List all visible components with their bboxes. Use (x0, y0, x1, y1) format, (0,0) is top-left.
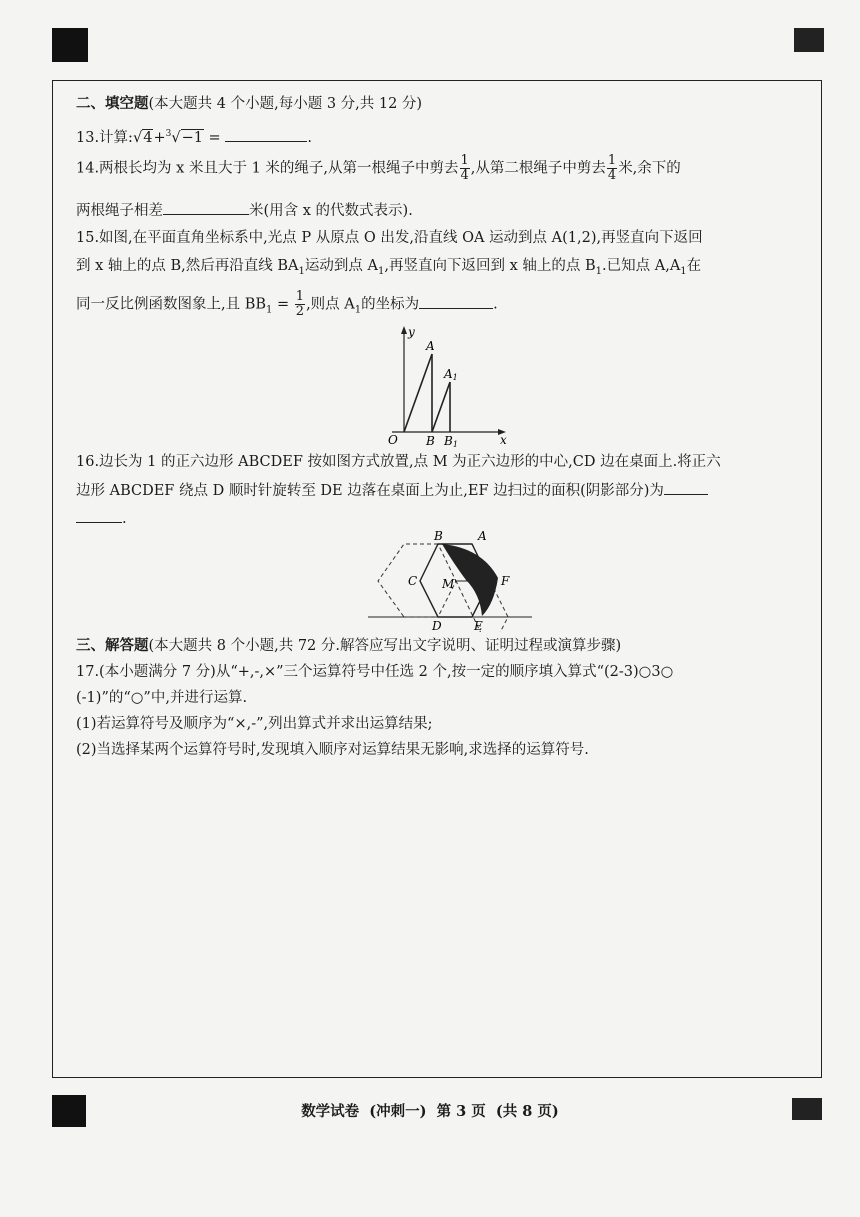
question-13: 13.计算:√4+$^3$√−1 = . (76, 124, 312, 148)
question-16-line-2: 边形 ABCDEF 绕点 D 顺时针旋转至 DE 边落在桌面上为止,EF 边扫过的面积(阴影部分)为 (76, 480, 708, 501)
segment-oa (404, 354, 432, 432)
label-y: y (408, 325, 415, 339)
fraction-one-quarter: $\frac{1}{4}$ (607, 153, 617, 183)
question-17-line-2: (-1)”的“○”中,并进行运算. (76, 690, 248, 706)
label-e: E (474, 619, 483, 632)
question-14-line-1: 14.两根长均为 x 米且大于 1 米的绳子,从第一根绳子中剪去 $\frac{1}{4}$ ,从第二根绳子中剪去 $\frac{1}{4}$ 米,余下的 (76, 153, 681, 183)
question-16-line-1: 16.边长为 1 的正六边形 ABCDEF 按如图方式放置,点 M 为正六边形的中心,CD 边在桌面上.将正六 (76, 454, 721, 470)
segment-ba1 (432, 382, 450, 432)
label-c: C (408, 574, 418, 588)
question-17-line-1: 17.(本小题满分 7 分)从“+,-,×”三个运算符号中任选 2 个,按一定的顺序填入算式“(2-3)○3○ (76, 664, 674, 680)
label-a: A (478, 529, 487, 543)
label-b: B (434, 529, 443, 543)
label-b1: B1 (444, 434, 458, 448)
question-14-line-2: 两根绳子相差 米(用含 x 的代数式表示). (76, 200, 413, 221)
label-f: F (501, 574, 510, 588)
question-16-line-3: . (76, 508, 127, 529)
answer-blank-16[interactable] (664, 480, 708, 495)
coordinate-figure-q15 (380, 322, 520, 448)
label-a1: A1 (444, 367, 458, 382)
question-15-line-3: 同一反比例函数图象上,且 $BB_1$ = $\frac{1}{2}$ ,则点 $A_1$的坐标为 . (76, 289, 498, 319)
label-d: D (432, 619, 442, 632)
registration-mark-top-left (52, 28, 88, 62)
answer-blank-16-cont[interactable] (76, 508, 122, 523)
label-a: A (426, 339, 435, 353)
label-o: O (388, 433, 398, 447)
fraction-one-half: $\frac{1}{2}$ (295, 289, 305, 319)
label-b: B (426, 434, 435, 448)
label-x: x (500, 433, 507, 447)
registration-mark-top-right (794, 28, 824, 52)
question-17-part-1: (1)若运算符号及顺序为“×,-”,列出算式并求出运算结果; (76, 716, 433, 732)
question-15-line-1: 15.如图,在平面直角坐标系中,光点 P 从原点 O 出发,沿直线 OA 运动到点 A(1,2),再竖直向下返回 (76, 230, 703, 246)
section-2-heading: 二、填空题(本大题共 4 个小题,每小题 3 分,共 12 分) (76, 95, 423, 112)
y-axis-arrow (401, 326, 407, 334)
question-17-part-2: (2)当选择某两个运算符号时,发现填入顺序对运算结果无影响,求选择的运算符号. (76, 742, 589, 758)
hexagon-figure-q16 (362, 524, 542, 632)
answer-blank-13[interactable] (225, 127, 307, 142)
page-footer: 数学试卷 (冲刺一) 第 3 页 (共 8 页) (301, 1103, 559, 1120)
question-15-line-2: 到 x 轴上的点 B,然后再沿直线 $BA_1$运动到点 $A_1$,再竖直向下返回到 x 轴上的点 $B_1$.已知点 $A,A_1$在 (76, 258, 702, 277)
answer-blank-14[interactable] (163, 200, 249, 215)
label-m: M (442, 577, 455, 591)
section-3-heading: 三、解答题(本大题共 8 个小题,共 72 分.解答应写出文字说明、证明过程或演算步骤) (76, 637, 622, 654)
answer-blank-15[interactable] (419, 294, 493, 309)
fraction-one-quarter: $\frac{1}{4}$ (460, 153, 469, 183)
